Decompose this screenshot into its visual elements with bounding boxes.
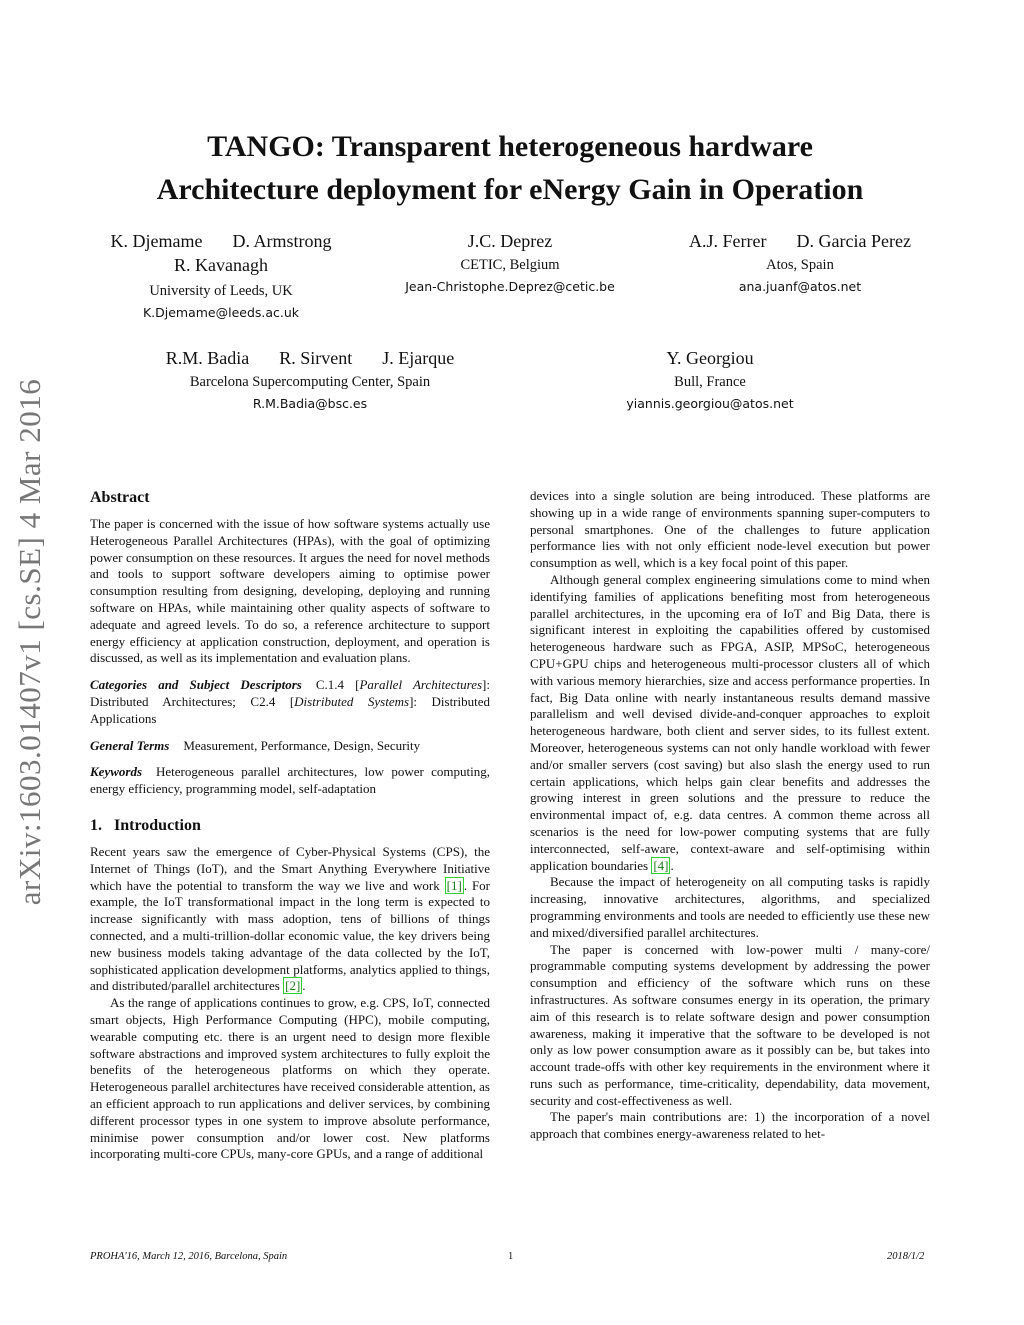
- author-name: K. Djemame: [110, 231, 203, 251]
- title-line-1: TANGO: Transparent heterogeneous hardware: [207, 130, 813, 163]
- author-affiliation: Atos, Spain: [766, 257, 834, 273]
- author-email: yiannis.georgiou@atos.net: [626, 396, 794, 411]
- author-block-atos: [680, 229, 920, 297]
- author-name: D. Garcia Perez: [796, 231, 911, 251]
- author-name: J.C. Deprez: [467, 231, 553, 251]
- citation-link[interactable]: [2]: [285, 978, 301, 994]
- abstract-text: The paper is concerned with the issue of how software systems actually use Heterogeneous Parallel Architectures (HPAs), with the goal of optimizing power consumption on these resources. It argues the need for novel methods and tools to support software developers aiming to optimise power consumption resulting from designing, developing, deploying and running software on HPAs, while maintaining other quality aspects of software to adequate and agreed levels. To do so, a reference architecture to support energy efficiency at application construction, deployment, and operation is discussed, as well as its implementation and evaluation plans.: [90, 516, 490, 666]
- author-name: R.M. Badia: [165, 348, 250, 368]
- section-heading-introduction: 1. Introduction: [90, 816, 201, 834]
- citation-link[interactable]: [4]: [653, 857, 669, 873]
- abstract-heading: Abstract: [90, 489, 150, 506]
- author-name: A.J. Ferrer: [689, 231, 767, 251]
- author-name: R. Kavanagh: [174, 255, 268, 275]
- author-block-bull: [610, 346, 810, 414]
- general-terms-label: General Terms: [90, 737, 170, 753]
- author-affiliation: Barcelona Supercomputing Center, Spain: [189, 374, 431, 390]
- author-name: R. Sirvent: [279, 348, 353, 368]
- categories-descriptors: Categories and Subject Descriptors C.1.4 [Parallel Architectures]: Distributed Architectures; C2.4 [Distributed Systems]: Distributed Applications: [90, 677, 490, 726]
- author-name: D. Armstrong: [232, 231, 332, 251]
- author-block-leeds: [100, 229, 342, 323]
- intro-paragraph-2: As the range of applications continues to grow, e.g. CPS, IoT, connected smart objects, High Performance Computing (HPC), mobile computing, wearable computing etc. there is an urgent need to design more flexible software abstractions and improved system architectures to fully exploit the benefits of the heterogeneous platforms on which they operate. Heterogeneous parallel architectures have received considerable attention, as an efficient approach to run applications and deliver services, by combining different processor types in one system to improve absolute performance, minimise power consumption and/or lower cost. New platforms incorporating multi-core CPUs, many-core GPUs, and a range of additional: [90, 995, 490, 1162]
- author-email: K.Djemame@leeds.ac.uk: [142, 305, 300, 320]
- author-name: J. Ejarque: [382, 348, 455, 368]
- author-email: Jean-Christophe.Deprez@cetic.be: [405, 279, 615, 294]
- author-name: Y. Georgiou: [666, 348, 754, 368]
- body-paragraph: Although general complex engineering simulations come to mind when identifying families of applications benefiting most from heterogeneous parallel architectures, in the upcoming era of IoT and Big Data, there is significant interest in exploiting the capabilities offered by customised heterogeneous hardware such as FPGA, ASIP, MPSoC, heterogeneous CPU+GPU chips and heterogeneous multi-processor clusters all of which with various memory hierarchies, size and access performance properties. In fact, Big Data online with nearly instantaneous results demand massive parallelism and well devised divide-and-conquer approaches to exploit heterogeneous hardware, both client and server sides, to its fullest extent. Moreover, heterogeneous systems can not only handle workload with fewer and/or smaller servers (cost saving) but also slash the energy used to run certain applications, which helps gain clear benefits and addresses the growing interest in green solutions and the pressure to reduce the environmental impact of, e.g. data centres. A common theme across all scenarios is the need for low-power computing systems that are fully interconnected, self-aware, context-aware and self-optimising within application boundaries [4] .: [530, 571, 930, 873]
- footer-date: 2018/1/2: [887, 1251, 925, 1262]
- title-line-2: Architecture deployment for eNergy Gain in Operation: [156, 173, 864, 206]
- arxiv-identifier: arXiv:1603.01407v1 [cs.SE] 4 Mar 2016: [12, 378, 47, 906]
- left-column: [90, 488, 490, 1163]
- keywords-label: Keywords: [90, 764, 142, 780]
- categories-label: Categories and Subject Descriptors: [90, 677, 302, 693]
- body-paragraph: devices into a single solution are being introduced. These platforms are showing up in a wide range of environments spanning super-computers to personal smartphones. One of the challenges to future application performance lies with not only efficient node-level execution but power consumption as well, which is a key focal point of this paper.: [530, 488, 930, 571]
- citation-link[interactable]: [1]: [446, 877, 462, 893]
- author-affiliation: CETIC, Belgium: [460, 257, 560, 273]
- body-paragraph: Because the impact of heterogeneity on all computing tasks is rapidly increasing, innovative architectures, algorithms, and specialized programming environments and tools are needed to efficiently use these new and mixed/diversified parallel architectures.: [530, 874, 930, 940]
- author-block-bsc: [160, 346, 460, 414]
- footer-venue: PROHA'16, March 12, 2016, Barcelona, Spain: [90, 1251, 288, 1262]
- author-block-cetic: [395, 229, 625, 297]
- paper-title: [100, 125, 920, 211]
- author-email: R.M.Badia@bsc.es: [252, 396, 368, 411]
- author-affiliation: University of Leeds, UK: [149, 283, 293, 299]
- page-number: 1: [508, 1251, 514, 1262]
- body-paragraph: The paper's main contributions are: 1) the incorporation of a novel approach that combines energy-awareness related to het-: [530, 1109, 930, 1142]
- general-terms: General Terms Measurement, Performance, Design, Security: [90, 737, 421, 753]
- right-column: [530, 488, 930, 1143]
- author-email: ana.juanf@atos.net: [738, 279, 862, 294]
- intro-paragraph-1: Recent years saw the emergence of Cyber-Physical Systems (CPS), the Internet of Things (IoT), and the Smart Anything Everywhere Initiative which have the potential to transform the way we live and work [1] . For example, the IoT transformational impact in the long term is expected to increase significantly with mass adoption, tens of billions of things connected, and a multi-trillion-dollar economic value, the key drivers being new business models taking advantage of the data collected by the IoT, sophisticated application development platforms, analytics applied to things, and distributed/parallel architectures [2] .: [90, 843, 491, 994]
- author-affiliation: Bull, France: [674, 374, 746, 390]
- keywords: Keywords Heterogeneous parallel architectures, low power computing, energy efficiency, programming model, self-adaptation: [90, 764, 490, 797]
- body-paragraph: The paper is concerned with low-power multi / many-core/ programmable computing systems development by addressing the power consumption and efficiency of the software which runs on these infrastructures. As software consumes energy in its operation, the primary aim of this research is to relate software design and power consumption awareness, making it imperative that the software to be developed is not only as low power consumption aware as it possibly can be, but takes into account trade-offs with other key requirements in the environment where it runs such as performance, time-criticality, dependability, data movement, security and cost-effectiveness as well.: [530, 941, 930, 1108]
